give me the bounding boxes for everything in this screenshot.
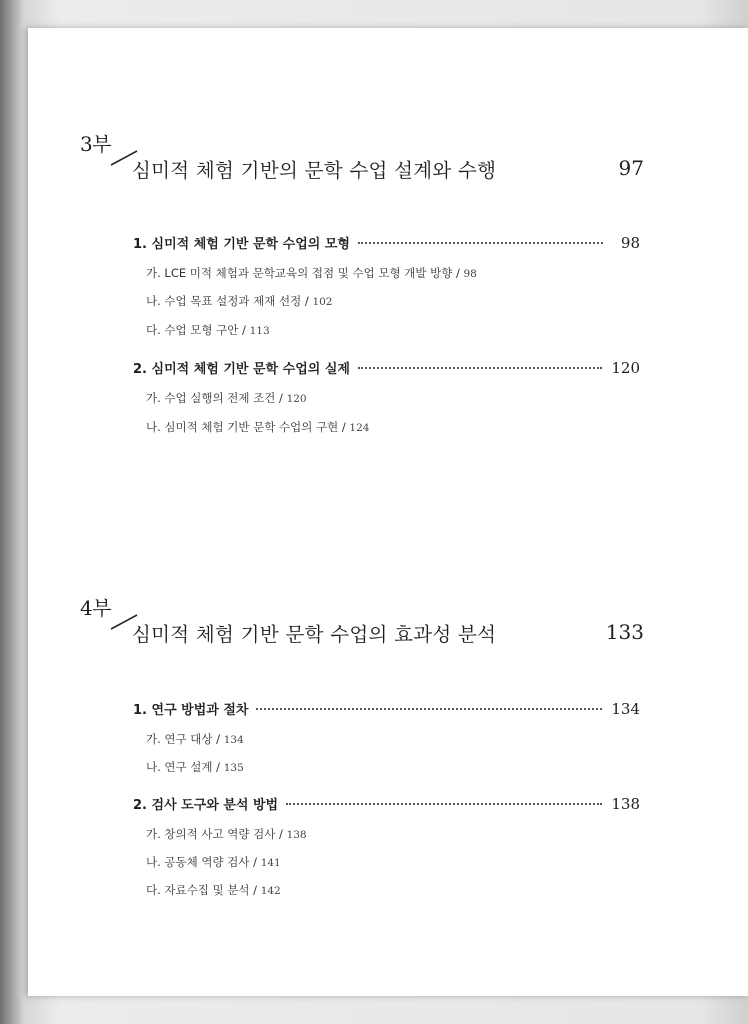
subentry-page: 124 [349,422,370,434]
toc-chapter[interactable] [133,233,640,255]
part-title: 심미적 체험 기반의 문학 수업 설계와 수행 [132,159,497,182]
toc-subentry[interactable] [146,390,307,406]
dot-leader [358,367,602,369]
chapter-label: 1. 심미적 체험 기반 문학 수업의 모형 [133,237,350,252]
toc-subentry[interactable] [146,826,307,842]
subentry-label: 가. 수업 실행의 전제 조건 / [146,391,287,405]
subentry-page: 113 [249,325,270,337]
toc-subentry[interactable] [146,265,477,281]
chapter-label: 1. 연구 방법과 절차 [133,703,249,718]
part-title: 심미적 체험 기반 문학 수업의 효과성 분석 [132,623,497,646]
subentry-page: 142 [260,885,281,897]
chapter-page: 98 [620,234,640,252]
toc-subentry[interactable] [146,731,244,747]
toc-chapter[interactable] [133,794,640,816]
toc-subentry[interactable] [146,322,270,338]
toc-subentry[interactable] [146,882,281,898]
subentry-page: 102 [312,296,333,308]
subentry-label: 가. 창의적 사고 역량 검사 / [146,827,287,841]
dot-leader [286,803,602,805]
chapter-label: 2. 심미적 체험 기반 문학 수업의 실제 [133,362,350,377]
dot-leader [256,708,602,710]
subentry-label: 다. 자료수집 및 분석 / [146,883,261,897]
subentry-label: 나. 공동체 역량 검사 / [146,855,261,869]
part-page-number: 97 [618,156,644,180]
toc-subentry[interactable] [146,759,244,775]
subentry-page: 135 [223,762,244,774]
toc-chapter[interactable] [133,358,640,380]
subentry-label: 다. 수업 모형 구안 / [146,323,250,337]
part-number: 3부 [80,132,112,156]
toc-chapter[interactable] [133,699,640,721]
toc-subentry[interactable] [146,854,281,870]
toc-subentry[interactable] [146,419,369,435]
subentry-label: 나. 심미적 체험 기반 문학 수업의 구현 / [146,420,350,434]
toc-subentry[interactable] [146,293,332,309]
subentry-page: 138 [286,829,307,841]
subentry-page: 141 [260,857,281,869]
subentry-label: 가. 연구 대상 / [146,732,224,746]
subentry-page: 120 [286,393,307,405]
subentry-label: 나. 연구 설계 / [146,760,224,774]
subentry-page: 134 [223,734,244,746]
chapter-page: 134 [611,700,640,718]
chapter-page: 120 [611,359,640,377]
subentry-page: 98 [463,268,477,280]
part-number: 4부 [80,596,112,620]
chapter-label: 2. 검사 도구와 분석 방법 [133,798,279,813]
book-page [28,28,748,996]
part-page-number: 133 [605,620,644,644]
chapter-page: 138 [611,795,640,813]
dot-leader [358,242,603,244]
subentry-label: 가. LCE 미적 체험과 문학교육의 접점 및 수업 모형 개발 방향 / [146,266,464,280]
subentry-label: 나. 수업 목표 설정과 제재 선정 / [146,294,313,308]
